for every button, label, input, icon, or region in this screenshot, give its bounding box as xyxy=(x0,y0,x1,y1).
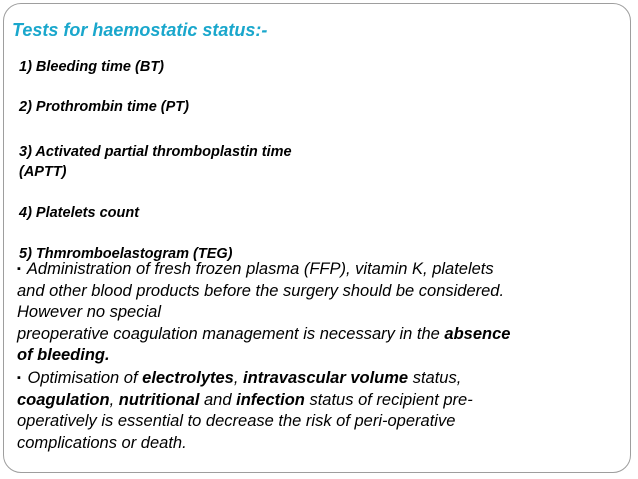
square-bullet-icon: ▪ xyxy=(17,372,21,384)
square-bullet-icon: ▪ xyxy=(17,263,21,275)
paragraph-text: , xyxy=(109,390,119,409)
paragraph-text: and xyxy=(199,390,237,409)
emphasis-text: electrolytes xyxy=(142,369,234,387)
test-item-prothrombin-time: 2) Prothrombin time (PT) xyxy=(19,99,189,115)
slide-title: Tests for haemostatic status:- xyxy=(12,20,268,40)
paragraph-line: and other blood products before the surgery should be considered. xyxy=(17,281,505,300)
test-item-aptt xyxy=(19,142,292,182)
paragraph-line xyxy=(17,324,617,346)
paragraph-text: Optimisation of xyxy=(27,369,143,387)
emphasis-text: of bleeding. xyxy=(17,346,110,364)
test-item-aptt-line2: (APTT) xyxy=(19,164,67,180)
paragraph-text: Administration of fresh frozen plasma (FFP), vitamin K, platelets xyxy=(26,260,494,278)
test-item-platelets-count: 4) Platelets count xyxy=(19,205,140,221)
test-item-aptt-line1: 3) Activated partial thromboplastin time xyxy=(19,144,292,160)
paragraph-line: However no special xyxy=(17,303,161,321)
paragraph-text: preoperative coagulation management is necessary in the xyxy=(17,324,445,343)
paragraph-line xyxy=(17,259,617,281)
paragraph-line xyxy=(17,345,617,367)
test-item-teg: 5) Thmromboelastogram (TEG) xyxy=(19,246,233,262)
test-item-bleeding-time: 1) Bleeding time (BT) xyxy=(19,59,165,75)
paragraph-optimisation xyxy=(17,368,617,454)
paragraph-line xyxy=(17,390,617,412)
emphasis-text: absence xyxy=(444,324,511,343)
emphasis-text: nutritional xyxy=(118,390,200,409)
emphasis-text: infection xyxy=(236,390,305,409)
paragraph-text: , xyxy=(233,369,244,387)
paragraph-line xyxy=(17,368,617,390)
paragraph-text: status of recipient pre- xyxy=(304,390,473,409)
paragraph-blood-products xyxy=(17,259,617,367)
emphasis-text: intravascular volume xyxy=(243,369,409,387)
paragraph-text: status, xyxy=(408,369,462,387)
paragraph-line: complications or death. xyxy=(17,433,187,452)
paragraph-line: operatively is essential to decrease the risk of peri-operative xyxy=(17,412,456,430)
emphasis-text: coagulation xyxy=(17,390,110,409)
